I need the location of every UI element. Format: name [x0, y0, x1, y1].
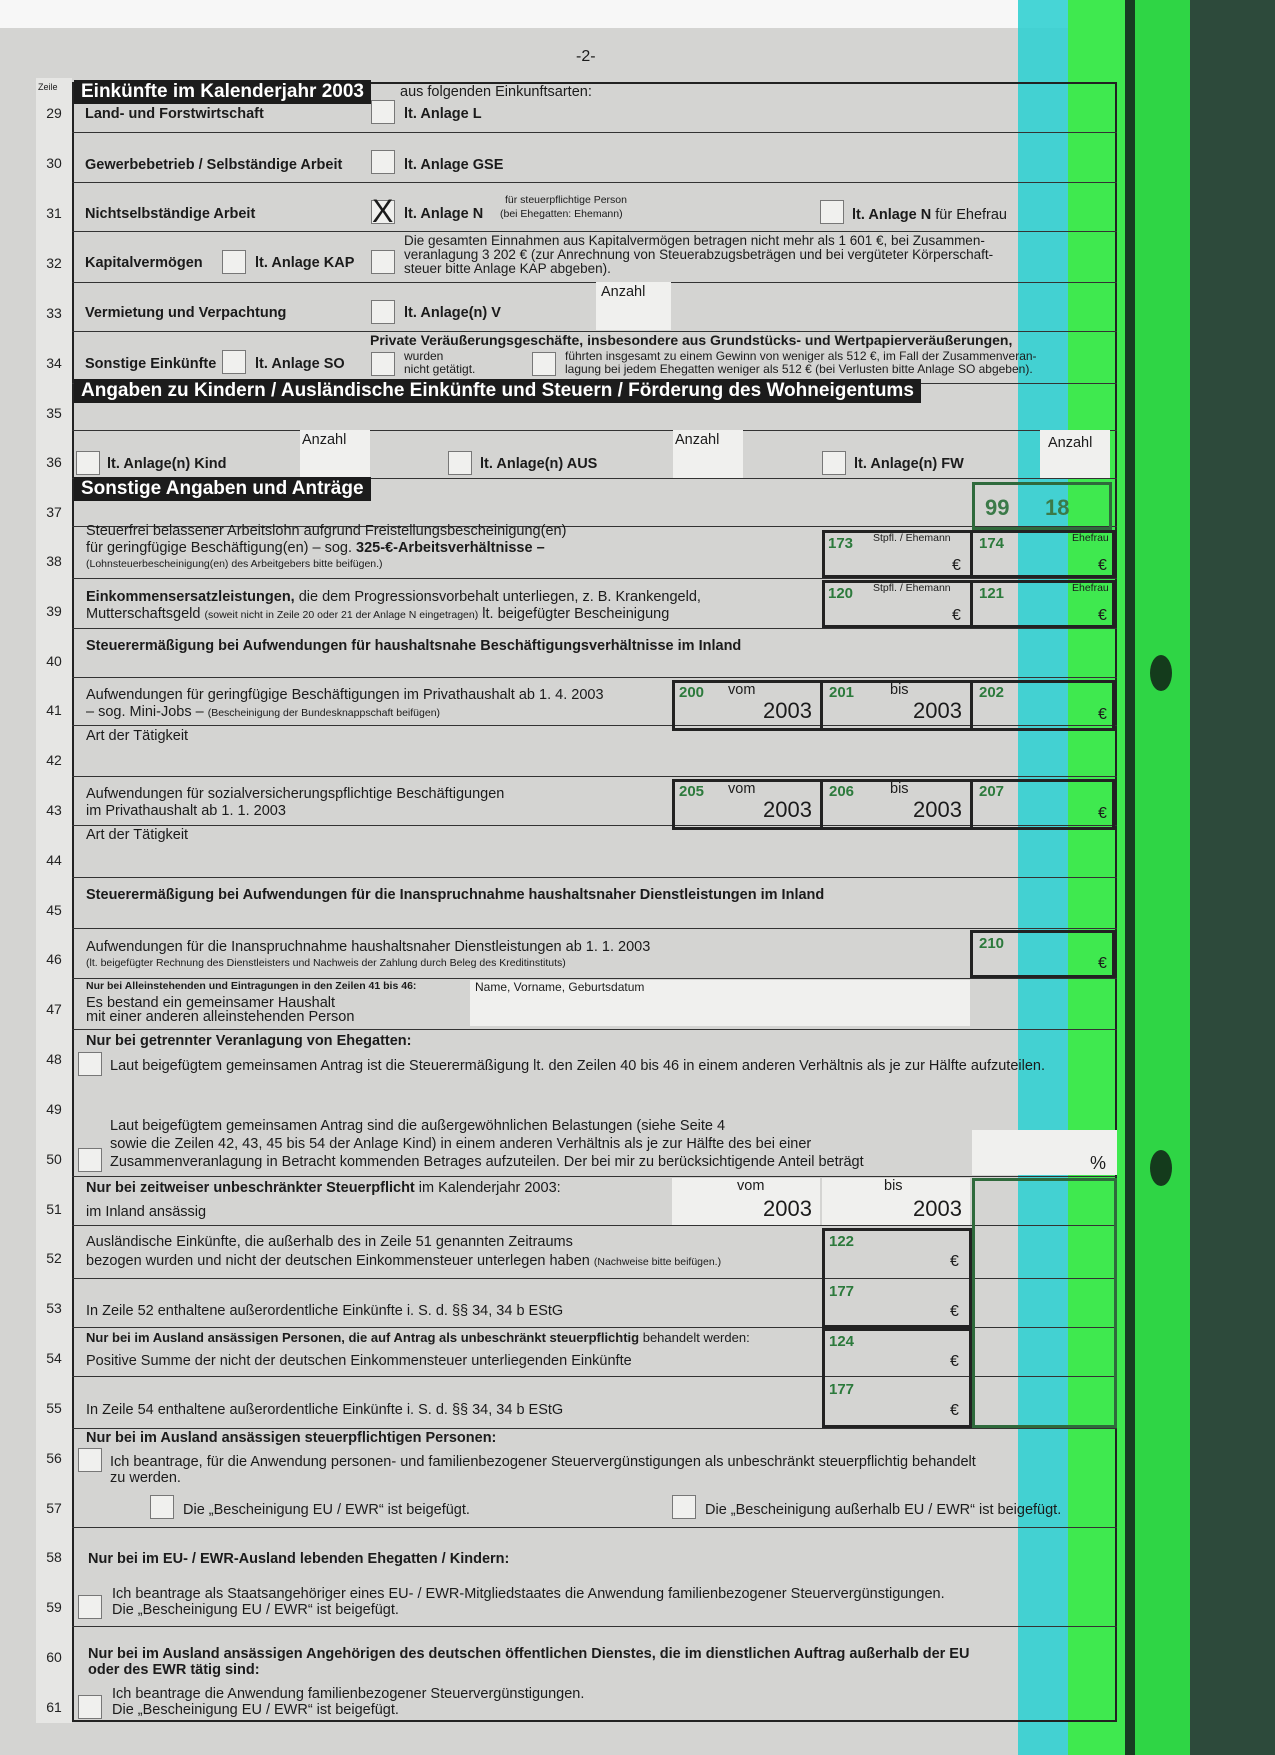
box-divider: [970, 680, 973, 731]
code-box-right: 18: [1045, 495, 1070, 520]
r50-percent-sign: %: [1090, 1153, 1107, 1173]
r56-text-1: Ich beantrage, für die Anwendung personen- und familienbezogener Steuervergünstigungen als unbeschränkt steuerpflichtig behandelt: [110, 1454, 976, 1470]
row-number: 35: [46, 405, 62, 421]
row-divider: [72, 231, 1117, 232]
r43-code-3: 207: [979, 783, 1005, 800]
box-divider: [970, 530, 973, 578]
row-number: 34: [46, 355, 62, 371]
row-number: 50: [46, 1151, 62, 1167]
row-number: 46: [46, 951, 62, 967]
anlage-aus-label: lt. Anlage(n) AUS: [480, 456, 598, 472]
anlage-n-note-2: (bei Ehegatten: Ehemann): [500, 208, 623, 220]
row-number: 32: [46, 255, 62, 271]
income-label-agriculture: Land- und Forstwirtschaft: [85, 106, 264, 122]
section-header-other: Sonstige Angaben und Anträge: [74, 477, 371, 501]
r55-code: 177: [829, 1381, 855, 1398]
r45-heading: Steuerermäßigung bei Aufwendungen für die Inanspruchnahme haushaltsnaher Dienstleistungen im Inland: [86, 887, 825, 903]
r51-text-1b: im Kalenderjahr 2003:: [414, 1180, 561, 1196]
r39-text-2c: lt. beigefügter Bescheinigung: [478, 606, 670, 622]
r50-text-1: Laut beigefügtem gemeinsamen Antrag sind die außergewöhnlichen Belastungen (siehe Seite 4: [110, 1118, 726, 1134]
row-number: 38: [46, 553, 62, 569]
r43-year-to: 2003: [913, 797, 962, 822]
r52-text-2: [86, 1253, 721, 1269]
r41-vom: vom: [728, 682, 756, 698]
scan-background: [1190, 0, 1275, 1755]
row-number: 31: [46, 205, 62, 221]
row-divider: [72, 776, 1117, 777]
row-number: 48: [46, 1051, 62, 1067]
r46-euro: €: [1098, 955, 1107, 972]
r46-text-2: (lt. beigefügter Rechnung des Dienstleisters und Nachweis der Zahlung durch Beleg des Kreditinstituts): [86, 957, 566, 969]
r39-text-1a: Einkommensersatzleistungen,: [86, 589, 295, 605]
checkbox-r56[interactable]: [78, 1448, 102, 1472]
r38-note: (Lohnsteuerbescheinigung(en) des Arbeitgebers bitte beifügen.): [86, 558, 383, 570]
page-number: -2-: [576, 48, 596, 65]
anlage-v-count-label: Anzahl: [601, 284, 646, 300]
r39-text-2b: (soweit nicht in Zeile 20 oder 21 der Anlage N eingetragen): [204, 609, 479, 621]
r41-year-to: 2003: [913, 698, 962, 723]
r41-bis: bis: [890, 682, 909, 698]
r52-code: 122: [829, 1233, 855, 1250]
r41-text-1: Aufwendungen für geringfügige Beschäftigungen im Privathaushalt ab 1. 4. 2003: [86, 687, 604, 703]
anlage-n-ehefrau-label: [852, 207, 1007, 223]
r40-heading: Steuerermäßigung bei Aufwendungen für haushaltsnahe Beschäftigungsverhältnisse im Inland: [86, 638, 742, 654]
r54-text-1a: Nur bei im Ausland ansässigen Personen, die auf Antrag als unbeschränkt steuerpflichtig: [86, 1330, 640, 1345]
checkbox-non-eu-certificate[interactable]: [672, 1495, 696, 1519]
aus-count-label: Anzahl: [675, 432, 720, 448]
kind-count-label: Anzahl: [302, 432, 347, 448]
anlage-kap-label: lt. Anlage KAP: [255, 255, 355, 271]
row-divider: [72, 182, 1117, 183]
row-divider: [72, 430, 1117, 431]
row-number: 37: [46, 504, 62, 520]
r39-text-2a: Mutterschaftsgeld: [86, 606, 205, 622]
not-done-label: wurden: [404, 349, 444, 363]
r43-bis: bis: [890, 781, 909, 797]
row-number: 29: [46, 105, 62, 121]
row-divider: [72, 1428, 1117, 1429]
income-label-other: Sonstige Einkünfte: [85, 356, 217, 372]
income-label-rental: Vermietung und Verpachtung: [85, 305, 287, 321]
r43-code-1: 205: [679, 783, 705, 800]
r39-code-1-label: Stpfl. / Ehemann: [873, 582, 951, 594]
row-divider: [72, 978, 1117, 979]
income-label-employment: Nichtselbständige Arbeit: [85, 206, 256, 222]
small-gain-text-1: führten insgesamt zu einem Gewinn von weniger als 512 €, im Fall der Zusammenveran-: [565, 349, 1037, 363]
row-number: 49: [46, 1101, 62, 1117]
r53-euro: €: [950, 1303, 959, 1320]
r55-text: In Zeile 54 enthaltene außerordentliche Einkünfte i. S. d. §§ 34, 34 b EStG: [86, 1402, 564, 1418]
r51-bis: bis: [884, 1178, 903, 1194]
r60-text-1: Nur bei im Ausland ansässigen Angehörigen des deutschen öffentlichen Dienstes, die im dienstlichen Auftrag außerhalb der EU: [88, 1646, 970, 1662]
r46-text-1: Aufwendungen für die Inanspruchnahme haushaltsnaher Dienstleistungen ab 1. 1. 2003: [86, 939, 651, 955]
row-divider: [72, 928, 1117, 929]
r51-text-2: im Inland ansässig: [86, 1204, 207, 1220]
checkbox-anlage-fw[interactable]: [822, 451, 846, 475]
r38-code-1: 173: [828, 535, 854, 552]
row-number: 33: [46, 305, 62, 321]
row-number: 54: [46, 1350, 62, 1366]
r51-text-1a: Nur bei zeitweiser unbeschränkter Steuerpflicht: [86, 1180, 415, 1196]
row-number: 40: [46, 653, 62, 669]
checkbox-kap-limit[interactable]: [371, 250, 395, 274]
anlage-gse-label: lt. Anlage GSE: [404, 157, 504, 173]
r39-code-2: 121: [979, 585, 1005, 602]
line-number-column: [36, 78, 72, 1723]
checkbox-anlage-l[interactable]: [371, 100, 395, 124]
r39-text-2: [86, 606, 669, 622]
r41-text-2: [86, 704, 440, 720]
row-number: 45: [46, 902, 62, 918]
r38-euro-1: €: [952, 557, 961, 574]
income-label-capital: Kapitalvermögen: [85, 255, 203, 271]
checkbox-not-done[interactable]: [371, 352, 395, 376]
row-number: 52: [46, 1250, 62, 1266]
row-number: 59: [46, 1599, 62, 1615]
private-sales-heading: Private Veräußerungsgeschäfte, insbesondere aus Grundstücks- und Wertpapierveräußerungen,: [370, 332, 1013, 348]
r52-text-1: Ausländische Einkünfte, die außerhalb des in Zeile 51 genannten Zeitraums: [86, 1234, 573, 1250]
row-number: 51: [46, 1201, 62, 1217]
row-number: 53: [46, 1300, 62, 1316]
r38-euro-2: €: [1098, 557, 1107, 574]
r54-text-2: Positive Summe der nicht der deutschen Einkommensteuer unterliegenden Einkünfte: [86, 1353, 632, 1369]
row-divider: [72, 1527, 1117, 1528]
r51-year-to: 2003: [913, 1196, 962, 1221]
checkbox-eu-certificate[interactable]: [150, 1495, 174, 1519]
r39-code-2-label: Ehefrau: [1072, 582, 1109, 594]
row-number: 60: [46, 1649, 62, 1665]
checkbox-r61[interactable]: [78, 1695, 102, 1719]
section-header-children: Angaben zu Kindern / Ausländische Einkünfte und Steuern / Förderung des Wohneigentums: [74, 379, 921, 403]
r41-year-from: 2003: [763, 698, 812, 723]
checkbox-r59[interactable]: [78, 1595, 102, 1619]
checkbox-anlage-v[interactable]: [371, 300, 395, 324]
anlage-kind-label: lt. Anlage(n) Kind: [107, 456, 227, 472]
row-divider: [72, 877, 1117, 878]
r56-heading: Nur bei im Ausland ansässigen steuerpflichtigen Personen:: [86, 1430, 497, 1446]
r54-code: 124: [829, 1333, 855, 1350]
row-number: 30: [46, 155, 62, 171]
row-divider: [72, 282, 1117, 283]
row-number: 42: [46, 752, 62, 768]
r51-year-from: 2003: [763, 1196, 812, 1221]
anlage-n-ehefrau-bold: lt. Anlage N: [852, 207, 932, 223]
box-divider: [820, 680, 823, 731]
r39-text-1b: die dem Progressionsvorbehalt unterliegen, z. B. Krankengeld,: [294, 589, 701, 605]
row-divider: [72, 628, 1117, 629]
checkbox-small-gain[interactable]: [532, 352, 556, 376]
r51-vom: vom: [737, 1178, 765, 1194]
r41-code-2: 201: [829, 684, 855, 701]
checkbox-mark: X: [372, 193, 394, 229]
r41-code-1: 200: [679, 684, 705, 701]
r53-text: In Zeile 52 enthaltene außerordentliche Einkünfte i. S. d. §§ 34, 34 b EStG: [86, 1303, 564, 1319]
checkbox-anlage-n-ehefrau[interactable]: [820, 200, 844, 224]
row-divider: [72, 1029, 1117, 1030]
row-divider: [72, 578, 1117, 579]
punch-hole: [1150, 1150, 1172, 1186]
checkbox-anlage-so[interactable]: [222, 350, 246, 374]
r50-text-2: sowie die Zeilen 42, 43, 45 bis 54 der Anlage Kind) in einem anderen Verhältnis als je zur Hälfte des bei einer: [110, 1136, 812, 1152]
anlage-n-label: lt. Anlage N: [404, 206, 484, 222]
checkbox-r50[interactable]: [78, 1148, 102, 1172]
not-done-label-2: nicht getätigt.: [404, 362, 476, 376]
scan-artifact-dark-stripe: [1125, 0, 1135, 1755]
row-divider: [72, 1225, 1117, 1226]
scan-artifact-green-band-2: [1135, 0, 1190, 1755]
anlage-n-note: für steuerpflichtige Person: [505, 194, 627, 206]
r38-code-2-label: Ehefrau: [1072, 532, 1109, 544]
anlage-l-label: lt. Anlage L: [404, 106, 482, 122]
r54-text-1b: behandelt werden:: [639, 1330, 750, 1345]
r47-condition: Nur bei Alleinstehenden und Eintragungen in den Zeilen 41 bis 46:: [86, 980, 417, 992]
r54-euro: €: [950, 1353, 959, 1370]
r59-text-1: Ich beantrage als Staatsangehöriger eines EU- / EWR-Mitgliedstaates die Anwendung familienbezogener Steuervergünstigungen.: [112, 1586, 945, 1602]
row-number: 47: [46, 1001, 62, 1017]
r38-text-2: [86, 540, 545, 556]
r48-text: Laut beigefügtem gemeinsamen Antrag ist die Steuerermäßigung lt. den Zeilen 40 bis 46 in einem anderen Verhältnis als je zur Hälfte aufzuteilen.: [110, 1058, 1046, 1074]
row-number: 41: [46, 702, 62, 718]
r56-text-2: zu werden.: [110, 1470, 181, 1486]
r47-name-label: Name, Vorname, Geburtsdatum: [475, 980, 645, 994]
section-header-income: Einkünfte im Kalenderjahr 2003: [74, 80, 371, 104]
section-subtitle: aus folgenden Einkunftsarten:: [400, 84, 592, 100]
row-divider: [72, 1626, 1117, 1627]
kap-text-2: veranlagung 3 202 € (zur Anrechnung von Steuerabzugsbeträgen und bei vergüteter Körperschaft-: [404, 247, 994, 262]
r55-euro: €: [950, 1402, 959, 1419]
checkbox-anlage-gse[interactable]: [371, 150, 395, 174]
checkbox-r48[interactable]: [78, 1052, 102, 1076]
row-number: 58: [46, 1549, 62, 1565]
r41-text-2b: (Bescheinigung der Bundesknappschaft beifügen): [207, 707, 441, 719]
kap-text-1: Die gesamten Einnahmen aus Kapitalvermögen betragen nicht mehr als 1 601 €, bei Zusammen-: [404, 233, 985, 248]
r38-text-2a: für geringfügige Beschäftigung(en) – sog.: [86, 540, 357, 556]
checkbox-anlage-aus[interactable]: [448, 451, 472, 475]
anlage-so-label: lt. Anlage SO: [255, 356, 345, 372]
box-divider: [970, 580, 973, 628]
r43-euro: €: [1098, 805, 1107, 822]
r61-text-2: Die „Bescheinigung EU / EWR“ ist beigefügt.: [112, 1702, 399, 1718]
r50-text-3: Zusammenveranlagung in Betracht kommenden Betrages aufzuteilen. Der bei mir zu berücksichtigende Anteil beträgt: [110, 1154, 864, 1170]
r43-code-2: 206: [829, 783, 855, 800]
row-number: 55: [46, 1400, 62, 1416]
row-divider: [72, 1176, 1117, 1177]
anlage-n-ehefrau-suffix: für Ehefrau: [935, 207, 1008, 223]
r54-text-1: [86, 1331, 750, 1346]
small-gain-text-2: lagung bei jedem Ehegatten weniger als 512 € (bei Verlusten bitte Anlage SO abgeben).: [565, 362, 1033, 376]
r61-text-1: Ich beantrage die Anwendung familienbezogener Steuervergünstigungen.: [112, 1686, 585, 1702]
punch-hole: [1150, 655, 1172, 691]
r51-55-green-box: [972, 1178, 1117, 1428]
box-divider: [820, 779, 823, 830]
r48-heading: Nur bei getrennter Veranlagung von Ehegatten:: [86, 1033, 412, 1049]
r57-non-eu-label: Die „Bescheinigung außerhalb EU / EWR“ ist beigefügt.: [705, 1502, 1062, 1518]
r43-vom: vom: [728, 781, 756, 797]
r38-code-2: 174: [979, 535, 1005, 552]
r39-code-1: 120: [828, 585, 854, 602]
r52-text-2b: (Nachweise bitte beifügen.): [593, 1256, 722, 1268]
checkbox-anlage-kap[interactable]: [222, 250, 246, 274]
r43-text-2: im Privathaushalt ab 1. 1. 2003: [86, 803, 286, 819]
checkbox-anlage-kind[interactable]: [76, 451, 100, 475]
box-divider: [970, 779, 973, 830]
row-number: 57: [46, 1500, 62, 1516]
zeile-label: Zeile: [38, 82, 58, 92]
row-number: 43: [46, 802, 62, 818]
r43-activity-label: Art der Tätigkeit: [86, 827, 189, 843]
row-divider: [72, 677, 1117, 678]
code-box-left: 99: [985, 495, 1010, 520]
r58-heading: Nur bei im EU- / EWR-Ausland lebenden Ehegatten / Kindern:: [88, 1551, 510, 1567]
row-divider: [72, 132, 1117, 133]
r43-year-from: 2003: [763, 797, 812, 822]
r43-text-1: Aufwendungen für sozialversicherungspflichtige Beschäftigungen: [86, 786, 505, 802]
checkbox-anlage-n[interactable]: [371, 193, 395, 229]
r41-activity-label: Art der Tätigkeit: [86, 728, 189, 744]
fw-count-label: Anzahl: [1048, 435, 1093, 451]
r53-code: 177: [829, 1283, 855, 1300]
r47-text-2: Es bestand ein gemeinsamer Haushalt: [86, 995, 336, 1011]
r51-text-1: [86, 1180, 561, 1196]
r38-text-1: Steuerfrei belassener Arbeitslohn aufgrund Freistellungsbescheinigung(en): [86, 523, 567, 539]
anlage-v-label: lt. Anlage(n) V: [404, 305, 501, 321]
r41-code-3: 202: [979, 684, 1005, 701]
row-number: 36: [46, 454, 62, 470]
r60-text-2: oder des EWR tätig sind:: [88, 1662, 260, 1678]
r41-euro: €: [1098, 706, 1107, 723]
anlage-fw-label: lt. Anlage(n) FW: [854, 456, 964, 472]
row-number: 61: [46, 1699, 62, 1715]
r52-text-2a: bezogen wurden und nicht der deutschen Einkommensteuer unterlegen haben: [86, 1253, 594, 1269]
r57-eu-label: Die „Bescheinigung EU / EWR“ ist beigefügt.: [183, 1502, 470, 1518]
r39-text-1: [86, 589, 701, 605]
r38-code-1-label: Stpfl. / Ehemann: [873, 532, 951, 544]
r52-euro: €: [950, 1253, 959, 1270]
r46-code: 210: [979, 935, 1005, 952]
r41-text-2a: – sog. Mini-Jobs –: [86, 704, 208, 720]
r38-text-2b: 325-€-Arbeitsverhältnisse –: [356, 540, 545, 556]
r39-euro-2: €: [1098, 607, 1107, 624]
r47-text-3: mit einer anderen alleinstehenden Person: [86, 1009, 355, 1025]
r59-text-2: Die „Bescheinigung EU / EWR“ ist beigefügt.: [112, 1602, 399, 1618]
row-number: 44: [46, 852, 62, 868]
income-label-business: Gewerbebetrieb / Selbständige Arbeit: [85, 157, 343, 173]
row-number: 39: [46, 603, 62, 619]
kap-text-3: steuer bitte Anlage KAP abgeben).: [404, 261, 611, 276]
r39-euro-1: €: [952, 607, 961, 624]
row-number: 56: [46, 1450, 62, 1466]
